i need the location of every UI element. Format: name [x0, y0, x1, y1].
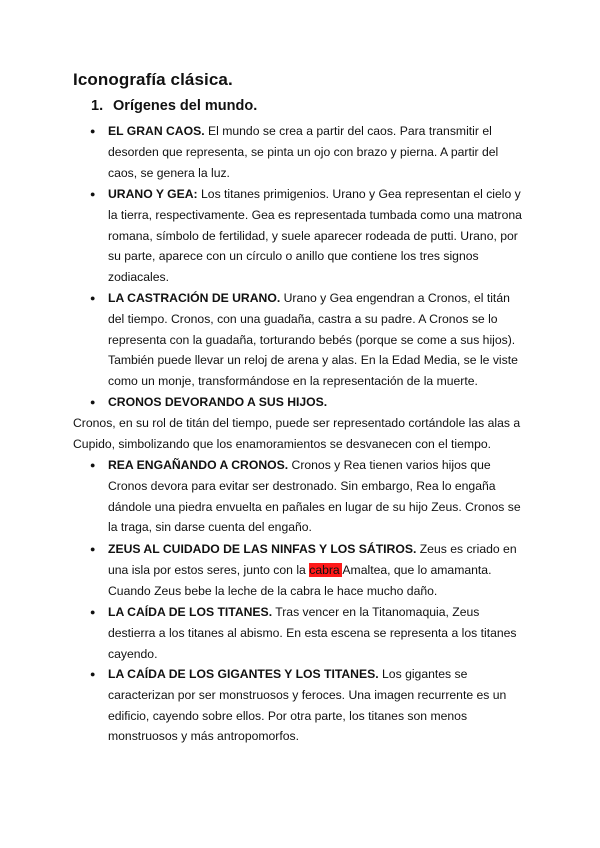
list-item [90, 121, 528, 183]
paragraph: Cronos, en su rol de titán del tiempo, puede ser representado cortándole las alas a Cupido, simbolizando que los enamoramientos se desvanecen con el tiempo. [73, 416, 521, 451]
bullet-icon: ● [90, 397, 96, 407]
highlighted-word: cabra [309, 562, 343, 577]
list-item [90, 664, 528, 747]
item-text: Cronos y Rea tienen varios hijos que Cronos devora para evitar ser destronado. Sin embargo, Rea lo engaña dándole una piedra envuelta en pañales en lugar de su hijo Zeus. Cronos se la traga, sin darse cuenta del engaño. [108, 458, 521, 535]
bullet-icon: ● [90, 189, 96, 199]
section-heading [91, 98, 257, 114]
item-heading: LA CASTRACIÓN DE URANO. [108, 291, 281, 305]
item-text-after: Amaltea, que lo amamanta. Cuando Zeus bebe la leche de la cabra le hace mucho daño. [108, 562, 492, 598]
item-heading: EL GRAN CAOS. [108, 124, 205, 138]
list-item [90, 392, 528, 413]
item-text: Tras vencer en la Titanomaquia, Zeus destierra a los titanes al abismo. En esta escena se representa a los titanes cayendo. [108, 605, 517, 661]
section-heading-text: Orígenes del mundo. [113, 98, 258, 114]
bullet-icon: ● [90, 460, 96, 470]
bullet-icon: ● [90, 669, 96, 679]
item-text: Los gigantes se caracterizan por ser monstruosos y feroces. Una imagen recurrente es un edificio, cayendo sobre ellos. Por otra parte, los titanes son menos monstruosos y más antropomorfos. [108, 667, 507, 744]
section-number: 1. [91, 98, 104, 114]
item-heading: REA ENGAÑANDO A CRONOS. [108, 458, 289, 472]
list-item [90, 288, 528, 392]
document-title: Iconografía clásica. [73, 70, 233, 89]
item-heading: LA CAÍDA DE LOS TITANES. [108, 605, 273, 619]
bullet-icon: ● [90, 607, 96, 617]
item-text: Los titanes primigenios. Urano y Gea representan el cielo y la tierra, respectivamente. Gea es representada tumbada como una matrona romana, símbolo de fertilidad, y suele aparecer rodeada de putti. Urano, por su parte, aparece con un círculo o anillo que contiene los tres signos zodiacales. [108, 187, 522, 285]
bullet-icon: ● [90, 293, 96, 303]
item-heading: CRONOS DEVORANDO A SUS HIJOS. [108, 395, 328, 409]
bullet-icon: ● [90, 544, 96, 554]
bullet-icon: ● [90, 126, 96, 136]
list-item [90, 602, 528, 664]
item-text: El mundo se crea a partir del caos. Para transmitir el desorden que representa, se pinta un ojo con brazo y pierna. A partir del caos, se genera la luz. [108, 124, 499, 180]
item-heading: ZEUS AL CUIDADO DE LAS NINFAS Y LOS SÁTIROS. [108, 542, 417, 556]
item-heading: URANO Y GEA: [108, 187, 198, 201]
list-item [90, 184, 528, 288]
list-item [90, 539, 528, 601]
item-heading: LA CAÍDA DE LOS GIGANTES Y LOS TITANES. [108, 667, 379, 681]
item-text: Zeus es criado en una isla por estos seres, junto con la [108, 542, 517, 577]
list-item [90, 455, 528, 538]
item-text: Urano y Gea engendran a Cronos, el titán del tiempo. Cronos, con una guadaña, castra a su padre. A Cronos se lo representa con la guadaña, torturando bebés (porque se come a sus hijos). También puede llevar un reloj de arena y alas. En la Edad Media, se le viste como un monje, transformándose en la representación de la muerte. [108, 291, 518, 389]
